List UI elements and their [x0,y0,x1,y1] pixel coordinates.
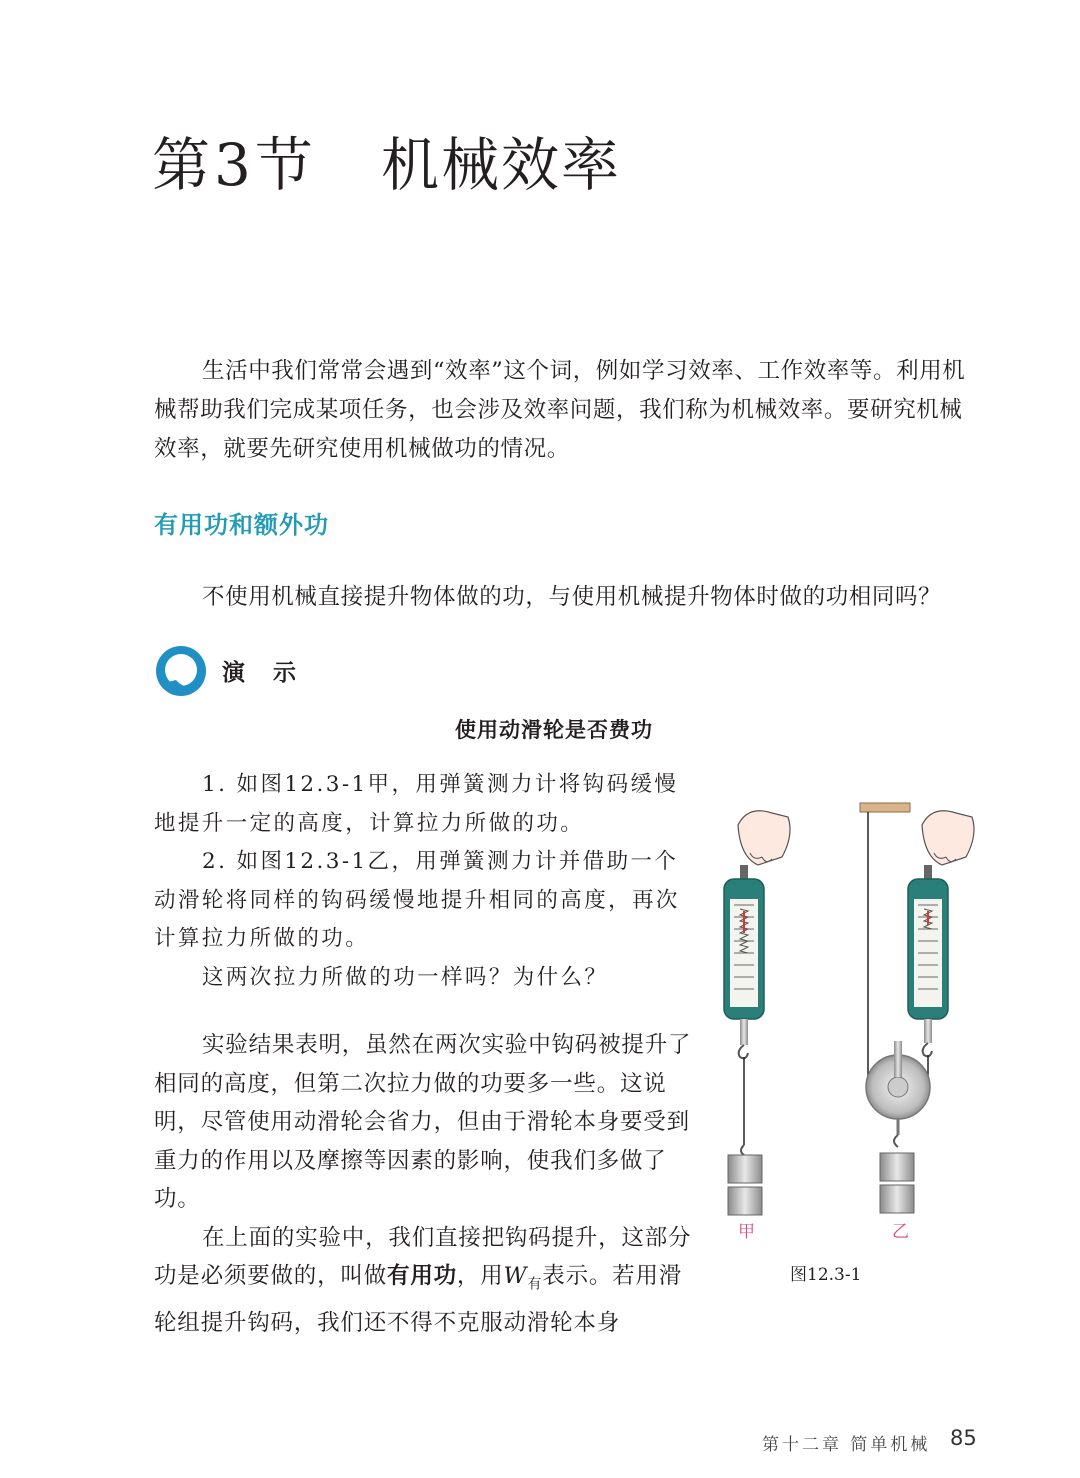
experiment-steps [154,766,689,997]
ceiling-beam [860,803,910,812]
section-number: 3 [214,131,253,199]
work-symbol: W [503,1263,528,1289]
intro-text: 生活中我们常常会遇到“效率”这个词，例如学习效率、工作效率等。利用机械帮助我们完成某项任务，也会涉及效率问题，我们称为机械效率。要研究机械效率，就要先研究使用机械做功的情况。 [154,358,966,462]
section-suffix: 节 [254,131,315,199]
demo-label: 演 示 [222,660,307,686]
hand-icon [922,811,974,865]
question-text: 不使用机械直接提升物体做的功，与使用机械提升物体时做的功相同吗？ [202,584,942,610]
page-title [152,118,621,202]
section-title: 机械效率 [380,131,621,199]
term-useful-work: 有用功 [387,1263,457,1289]
work-symbol-subscript: 有 [527,1276,543,1293]
demo-icon [154,644,208,698]
hook-weight-icon [880,1153,914,1181]
conclusion-text [154,1026,694,1343]
question-paragraph [154,578,984,617]
step-item: 1. 如图12.3-1甲，用弹簧测力计将钩码缓慢地提升一定的高度，计算拉力所做的功。 [154,772,679,836]
intro-paragraph [154,352,974,469]
step-item: 2. 如图12.3-1乙，用弹簧测力计并借助一个动滑轮将同样的钩码缓慢地提升相同的高度，再次计算拉力所做的功。 [154,849,680,951]
experiment-title: 使用动滑轮是否费功 [455,718,653,742]
section-prefix: 第 [152,131,213,199]
setup-jia [724,811,790,1215]
figure-12-3-1 [710,795,980,1255]
setup-yi [860,803,974,1213]
section-heading: 有用功和额外功 [154,511,329,539]
page-number: 85 [950,1426,977,1450]
figure-label-jia: 甲 [738,1222,755,1242]
conclusion-paragraph-2: 在上面的实验中，我们直接把钩码提升，这部分功是必须要做的，叫做有用功，用$W_有$表示。若用滑轮组提升钩码，我们还不得不克服动滑轮本身 [154,1224,692,1336]
hook-weight-icon [728,1155,762,1183]
figure-label-yi: 乙 [892,1222,909,1242]
hand-icon [738,811,790,865]
conclusion-paragraph-1: 实验结果表明，虽然在两次实验中钩码被提升了相同的高度，但第二次拉力做的功要多一些。这说明，尽管使用动滑轮会省力，但由于滑轮本身要受到重力的作用以及摩擦等因素的影响，使我们多做了功。 [154,1032,692,1212]
figure-caption: 图12.3-1 [790,1265,862,1285]
chapter-footer: 第十二章 简单机械 [762,1435,931,1455]
step-item: 这两次拉力所做的功一样吗？为什么？ [202,964,609,990]
